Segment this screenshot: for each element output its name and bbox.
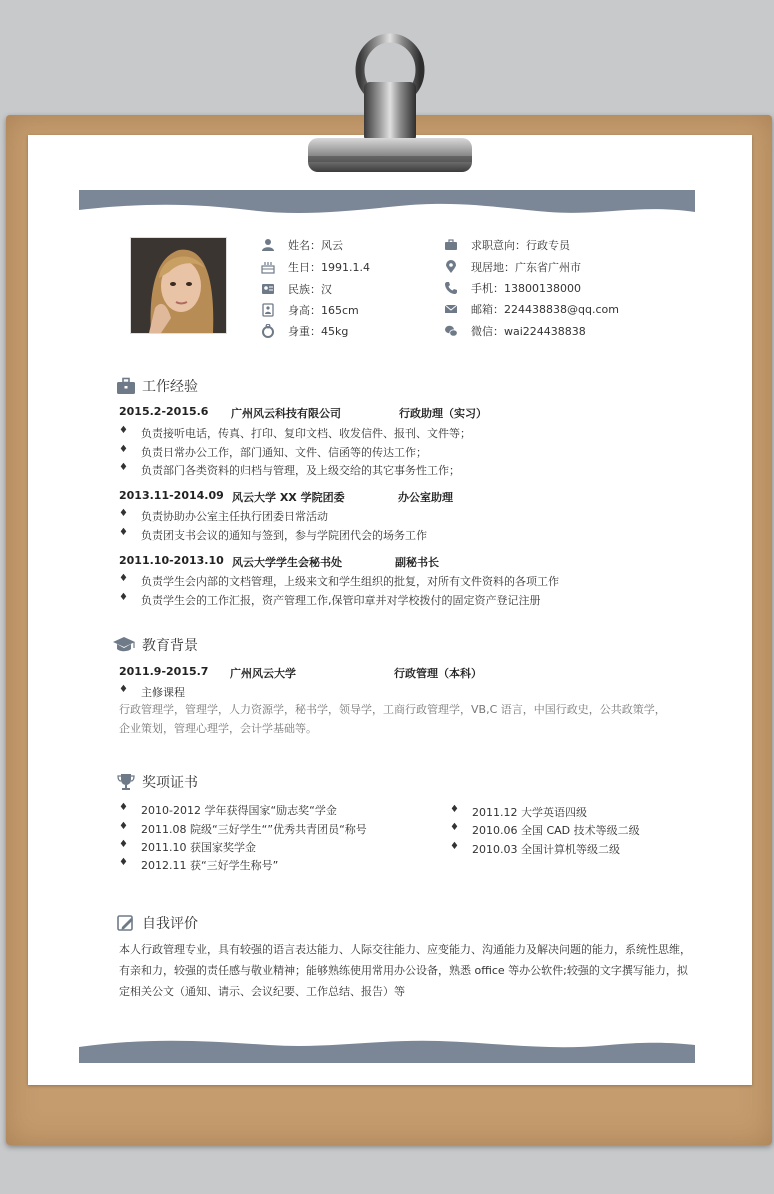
mail-icon [444, 302, 458, 316]
edit-note-icon [116, 914, 136, 932]
info-wechat [444, 323, 586, 339]
awards-section-title [116, 772, 198, 792]
work-3-role: 副秘书长 [395, 556, 439, 569]
profile-photo [130, 237, 227, 334]
work-3-period: 2011.10-2013.10 [119, 554, 224, 567]
residence-value: 现居地：广东省广州市 [471, 261, 581, 274]
awards-title-text: 奖项证书 [142, 775, 198, 791]
work-2-role: 办公室助理 [398, 491, 453, 504]
info-weight [261, 323, 348, 339]
info-phone [444, 280, 581, 296]
work-1-period: 2015.2-2015.6 [119, 405, 209, 418]
person-icon [261, 238, 275, 252]
phone-icon [444, 281, 458, 295]
info-height [261, 302, 359, 318]
wechat-value: 微信：wai224438838 [471, 325, 586, 338]
education-major: 行政管理（本科） [394, 667, 482, 680]
binder-clip-icon [300, 20, 480, 180]
trophy-icon [116, 773, 136, 791]
portrait-icon [131, 238, 226, 333]
info-objective [444, 237, 570, 253]
self-title-text: 自我评价 [142, 916, 198, 932]
work-1-role: 行政助理（实习） [399, 407, 487, 420]
info-email [444, 301, 619, 317]
education-school: 广州风云大学 [230, 667, 296, 680]
education-title-text: 教育背景 [142, 638, 198, 654]
weight-icon [261, 324, 275, 338]
work-section-title [116, 376, 198, 396]
courses-text: 行政管理学，管理学，人力资源学，秘书学，领导学，工商行政管理学，VB,C 语言，中国行政史，公共政策学，企业策划，管理心理学，会计学基础等。 [119, 703, 666, 735]
cake-icon [261, 260, 275, 274]
self-section-title [116, 913, 198, 933]
briefcase-icon [444, 238, 458, 252]
height-value: 身高：165cm [288, 304, 359, 317]
wechat-icon [444, 324, 458, 338]
info-residence [444, 259, 581, 275]
header-wave-banner [79, 190, 695, 216]
ethnicity-value: 民族：汉 [288, 283, 332, 296]
birth-value: 生日：1991.1.4 [288, 261, 370, 274]
objective-value: 求职意向：行政专员 [471, 239, 570, 252]
work-title-text: 工作经验 [142, 379, 198, 395]
info-ethnicity [261, 281, 332, 297]
briefcase-icon [116, 377, 136, 395]
work-2-period: 2013.11-2014.09 [119, 489, 224, 502]
info-name [261, 237, 343, 253]
work-2-org: 风云大学 XX 学院团委 [232, 491, 345, 504]
email-value: 邮箱：224438838@qq.com [471, 303, 619, 316]
weight-value: 身重：45kg [288, 325, 349, 338]
education-period: 2011.9-2015.7 [119, 665, 209, 678]
work-1-org: 广州风云科技有限公司 [231, 407, 341, 420]
phone-value: 手机：13800138000 [471, 282, 581, 295]
work-3-org: 风云大学学生会秘书处 [232, 556, 342, 569]
education-section-title [112, 635, 198, 655]
height-icon [261, 303, 275, 317]
info-birth [261, 259, 370, 275]
footer-wave-banner [79, 1035, 695, 1063]
location-pin-icon [444, 260, 458, 274]
name-value: 姓名：风云 [288, 239, 343, 252]
id-card-icon [261, 282, 275, 296]
self-evaluation-text: 本人行政管理专业，具有较强的语言表达能力、人际交往能力、应变能力、沟通能力及解决问题的能力，系统性思维，有亲和力，较强的责任感与敬业精神；能够熟练使用常用办公设备，熟悉 office 等办公软件;较强的文字撰写能力，拟定相关公文（通知、请示、会议纪要、工作总结、报告）等 [119, 943, 691, 998]
graduation-cap-icon [112, 636, 136, 654]
